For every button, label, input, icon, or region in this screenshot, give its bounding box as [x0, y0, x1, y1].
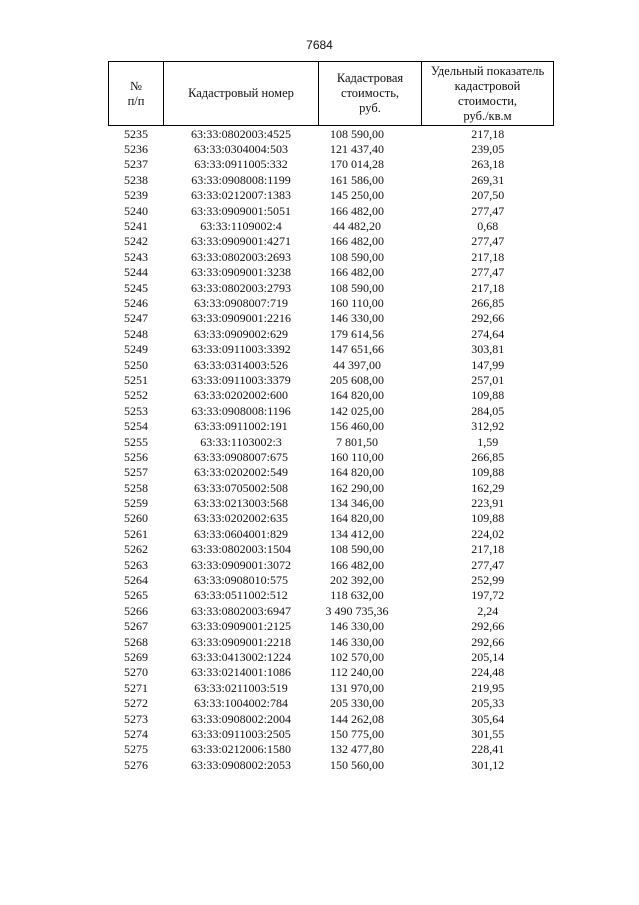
table-row — [109, 126, 554, 142]
table-row — [109, 665, 554, 680]
cell-cadastral-number: 63:33:0909001:4271 — [190, 234, 291, 249]
cell-row-number: 5243 — [124, 249, 148, 264]
table-row — [109, 557, 554, 572]
cell-cadastral-value: 108 590,00 — [330, 126, 384, 141]
cell-row-number: 5250 — [124, 357, 148, 372]
cell-row-number: 5254 — [124, 419, 148, 434]
cell-row-number: 5239 — [124, 188, 148, 203]
cell-cadastral-number: 63:33:0202002:635 — [193, 511, 288, 526]
table-row — [109, 141, 554, 156]
cell-row-number: 5262 — [124, 542, 148, 557]
cell-cadastral-value: 44 482,20 — [333, 219, 381, 234]
cell-specific-value: 239,05 — [471, 142, 505, 157]
cell-row-number: 5235 — [124, 126, 148, 141]
cell-specific-value: 162,29 — [471, 480, 505, 495]
table-row — [109, 449, 554, 464]
table-row — [109, 403, 554, 418]
table-row — [109, 572, 554, 587]
cell-specific-value: 217,18 — [471, 126, 505, 141]
cell-row-number: 5245 — [124, 280, 148, 295]
cell-cadastral-number: 63:33:0909001:2216 — [190, 311, 291, 326]
table-row — [109, 188, 554, 203]
table-row — [109, 234, 554, 249]
table-row — [109, 619, 554, 634]
cell-row-number: 5237 — [124, 157, 148, 172]
cell-cadastral-value: 166 482,00 — [330, 234, 384, 249]
cell-specific-value: 305,64 — [471, 711, 505, 726]
cell-specific-value: 277,47 — [471, 234, 505, 249]
table-row — [109, 480, 554, 495]
cell-specific-value: 301,12 — [471, 757, 505, 772]
cell-specific-value: 303,81 — [471, 342, 505, 357]
cell-cadastral-number: 63:33:0213003:568 — [193, 496, 288, 511]
cell-cadastral-value: 170 014,28 — [330, 157, 384, 172]
cell-specific-value: 197,72 — [471, 588, 505, 603]
cell-specific-value: 224,48 — [471, 665, 505, 680]
cell-specific-value: 217,18 — [471, 542, 505, 557]
table-row — [109, 680, 554, 695]
table-row — [109, 603, 554, 618]
cell-cadastral-value: 160 110,00 — [330, 449, 384, 464]
cell-row-number: 5271 — [124, 680, 148, 695]
cell-cadastral-number: 63:33:0202002:600 — [193, 388, 288, 403]
table-row — [109, 311, 554, 326]
cell-row-number: 5247 — [124, 311, 148, 326]
cell-cadastral-value: 147 651,66 — [330, 342, 384, 357]
cell-specific-value: 0,68 — [477, 219, 499, 234]
table-row — [109, 203, 554, 218]
cell-cadastral-number: 63:33:0214001:1086 — [190, 665, 291, 680]
cell-row-number: 5242 — [124, 234, 148, 249]
cell-cadastral-value: 164 820,00 — [330, 388, 384, 403]
cell-cadastral-number: 63:33:0314003:526 — [193, 357, 288, 372]
cell-cadastral-value: 142 025,00 — [330, 403, 384, 418]
cell-cadastral-number: 63:33:0511002:512 — [194, 588, 288, 603]
cell-cadastral-number: 63:33:0909001:2218 — [190, 634, 291, 649]
table-row — [109, 742, 554, 757]
cell-cadastral-value: 144 262,08 — [330, 711, 384, 726]
cell-cadastral-value: 166 482,00 — [330, 265, 384, 280]
table-row — [109, 218, 554, 233]
cell-specific-value: 269,31 — [471, 172, 505, 187]
cell-specific-value: 147,99 — [471, 357, 505, 372]
cell-cadastral-number: 63:33:0908007:719 — [193, 295, 288, 310]
cell-cadastral-value: 161 586,00 — [330, 172, 384, 187]
cell-cadastral-number: 63:33:0911002:191 — [194, 419, 288, 434]
cell-specific-value: 252,99 — [471, 573, 505, 588]
cell-specific-value: 205,14 — [471, 649, 505, 664]
cell-cadastral-number: 63:33:0908002:2004 — [190, 711, 291, 726]
cell-row-number: 5266 — [124, 603, 148, 618]
table-row — [109, 434, 554, 449]
cell-cadastral-value: 150 560,00 — [330, 757, 384, 772]
cell-cadastral-value: 146 330,00 — [330, 634, 384, 649]
cell-specific-value: 284,05 — [471, 403, 505, 418]
table-row — [109, 280, 554, 295]
cell-row-number: 5257 — [124, 465, 148, 480]
cadastral-value-table — [108, 61, 554, 772]
cell-specific-value: 292,66 — [471, 619, 505, 634]
cell-specific-value: 109,88 — [471, 465, 505, 480]
cell-cadastral-value: 121 437,40 — [330, 142, 384, 157]
cell-cadastral-number: 63:33:0802003:2693 — [190, 249, 291, 264]
cell-row-number: 5263 — [124, 557, 148, 572]
table-row — [109, 726, 554, 741]
cell-cadastral-value: 7 801,50 — [336, 434, 378, 449]
cell-row-number: 5275 — [124, 742, 148, 757]
cell-specific-value: 223,91 — [471, 496, 505, 511]
cell-row-number: 5274 — [124, 726, 148, 741]
cell-cadastral-value: 108 590,00 — [330, 542, 384, 557]
cell-cadastral-number: 63:33:0802003:1504 — [190, 542, 291, 557]
cell-specific-value: 228,41 — [471, 742, 505, 757]
table-body — [109, 126, 554, 773]
cell-cadastral-value: 164 820,00 — [330, 511, 384, 526]
cell-specific-value: 301,55 — [471, 726, 505, 741]
table-row — [109, 249, 554, 264]
cell-specific-value: 292,66 — [471, 311, 505, 326]
cell-row-number: 5260 — [124, 511, 148, 526]
cell-specific-value: 109,88 — [471, 511, 505, 526]
cell-row-number: 5236 — [124, 142, 148, 157]
cell-row-number: 5256 — [124, 449, 148, 464]
cell-cadastral-value: 202 392,00 — [330, 573, 384, 588]
cell-cadastral-value: 146 330,00 — [330, 311, 384, 326]
cell-cadastral-number: 63:33:0908002:2053 — [190, 757, 291, 772]
cell-row-number: 5253 — [124, 403, 148, 418]
table-row — [109, 526, 554, 541]
cell-row-number: 5248 — [124, 326, 148, 341]
cell-cadastral-number: 63:33:0211003:519 — [194, 680, 288, 695]
cell-cadastral-number: 63:33:0908010:575 — [193, 573, 288, 588]
header-row-number: № п/п — [109, 62, 164, 126]
cell-cadastral-number: 63:33:0908008:1196 — [191, 403, 291, 418]
table-row — [109, 341, 554, 356]
cell-cadastral-number: 63:33:0604001:829 — [193, 526, 288, 541]
cell-cadastral-number: 63:33:0304004:503 — [193, 142, 288, 157]
page-number: 7684 — [306, 38, 333, 52]
cell-cadastral-number: 63:33:0202002:549 — [193, 465, 288, 480]
cell-specific-value: 219,95 — [471, 680, 505, 695]
cell-cadastral-number: 63:33:0802003:6947 — [190, 603, 291, 618]
cell-specific-value: 274,64 — [471, 326, 505, 341]
cell-cadastral-value: 132 477,80 — [330, 742, 384, 757]
cell-specific-value: 2,24 — [477, 603, 499, 618]
table-row — [109, 388, 554, 403]
cell-row-number: 5244 — [124, 265, 148, 280]
cell-cadastral-value: 44 397,00 — [333, 357, 381, 372]
cell-cadastral-value: 156 460,00 — [330, 419, 384, 434]
cell-specific-value: 277,47 — [471, 203, 505, 218]
cell-cadastral-value: 164 820,00 — [330, 465, 384, 480]
cell-cadastral-number: 63:33:0705002:508 — [193, 480, 288, 495]
cell-cadastral-value: 179 614,56 — [330, 326, 384, 341]
cell-specific-value: 217,18 — [471, 280, 505, 295]
table-row — [109, 172, 554, 187]
cell-specific-value: 207,50 — [471, 188, 505, 203]
table-row — [109, 326, 554, 341]
table-row — [109, 695, 554, 710]
table-row — [109, 295, 554, 310]
cell-cadastral-number: 63:33:0911005:332 — [194, 157, 288, 172]
cell-cadastral-number: 63:33:1109002:4 — [200, 219, 282, 234]
cell-cadastral-value: 205 330,00 — [330, 696, 384, 711]
cell-cadastral-value: 112 240,00 — [330, 665, 384, 680]
cell-cadastral-value: 102 570,00 — [330, 649, 384, 664]
cell-row-number: 5258 — [124, 480, 148, 495]
cell-cadastral-number: 63:33:1103002:3 — [200, 434, 282, 449]
cell-specific-value: 312,92 — [471, 419, 505, 434]
cell-specific-value: 224,02 — [471, 526, 505, 541]
table-row — [109, 357, 554, 372]
table-row — [109, 511, 554, 526]
cell-row-number: 5246 — [124, 295, 148, 310]
cell-cadastral-value: 108 590,00 — [330, 249, 384, 264]
cell-row-number: 5265 — [124, 588, 148, 603]
cell-cadastral-number: 63:33:0911003:3379 — [191, 372, 291, 387]
cell-specific-value: 1,59 — [477, 434, 499, 449]
cell-specific-value: 266,85 — [471, 295, 505, 310]
cell-cadastral-number: 63:33:0802003:2793 — [190, 280, 291, 295]
cell-specific-value: 217,18 — [471, 249, 505, 264]
cell-specific-value: 263,18 — [471, 157, 505, 172]
header-cadastral-value: Кадастровая стоимость, руб. — [319, 62, 422, 126]
cell-row-number: 5273 — [124, 711, 148, 726]
cell-row-number: 5270 — [124, 665, 148, 680]
cell-specific-value: 277,47 — [471, 557, 505, 572]
cell-row-number: 5238 — [124, 172, 148, 187]
table-row — [109, 711, 554, 726]
cell-row-number: 5251 — [124, 372, 148, 387]
cell-specific-value: 266,85 — [471, 449, 505, 464]
cell-cadastral-number: 63:33:0212007:1383 — [190, 188, 291, 203]
cell-cadastral-number: 63:33:0908008:1199 — [191, 172, 291, 187]
cell-cadastral-value: 162 290,00 — [330, 480, 384, 495]
cell-cadastral-number: 63:33:0413002:1224 — [190, 649, 291, 664]
cell-cadastral-value: 108 590,00 — [330, 280, 384, 295]
cell-row-number: 5240 — [124, 203, 148, 218]
cell-cadastral-number: 63:33:0909001:5051 — [190, 203, 291, 218]
cell-cadastral-number: 63:33:0909001:3238 — [190, 265, 291, 280]
cell-row-number: 5241 — [124, 219, 148, 234]
table-row — [109, 495, 554, 510]
cell-cadastral-value: 118 632,00 — [330, 588, 384, 603]
cell-row-number: 5259 — [124, 496, 148, 511]
cell-cadastral-number: 63:33:0909001:2125 — [190, 619, 291, 634]
table-row — [109, 634, 554, 649]
cell-cadastral-value: 166 482,00 — [330, 203, 384, 218]
cell-specific-value: 109,88 — [471, 388, 505, 403]
header-row — [109, 62, 554, 126]
table-row — [109, 588, 554, 603]
cell-specific-value: 205,33 — [471, 696, 505, 711]
cell-specific-value: 257,01 — [471, 372, 505, 387]
cell-cadastral-value: 146 330,00 — [330, 619, 384, 634]
cell-cadastral-value: 205 608,00 — [330, 372, 384, 387]
table-row — [109, 465, 554, 480]
cell-cadastral-number: 63:33:1004002:784 — [193, 696, 288, 711]
cell-cadastral-value: 166 482,00 — [330, 557, 384, 572]
table-row — [109, 649, 554, 664]
cell-cadastral-number: 63:33:0908007:675 — [193, 449, 288, 464]
cell-cadastral-value: 134 412,00 — [330, 526, 384, 541]
table-row — [109, 372, 554, 387]
cell-row-number: 5261 — [124, 526, 148, 541]
cell-row-number: 5255 — [124, 434, 148, 449]
cell-cadastral-number: 63:33:0212006:1580 — [190, 742, 291, 757]
cell-cadastral-number: 63:33:0911003:3392 — [191, 342, 291, 357]
cell-row-number: 5276 — [124, 757, 148, 772]
table-header — [109, 62, 554, 126]
cell-cadastral-number: 63:33:0911003:2505 — [191, 726, 291, 741]
cell-row-number: 5252 — [124, 388, 148, 403]
table-row — [109, 757, 554, 772]
cell-row-number: 5269 — [124, 649, 148, 664]
cell-cadastral-value: 145 250,00 — [330, 188, 384, 203]
table-row — [109, 542, 554, 557]
cell-cadastral-value: 3 490 735,36 — [325, 603, 389, 618]
cell-cadastral-value: 131 970,00 — [330, 680, 384, 695]
cell-cadastral-value: 150 775,00 — [330, 726, 384, 741]
cell-specific-value: 292,66 — [471, 634, 505, 649]
cell-cadastral-number: 63:33:0909002:629 — [193, 326, 288, 341]
table-row — [109, 265, 554, 280]
cell-cadastral-value: 134 346,00 — [330, 496, 384, 511]
header-cadastral-number: Кадастровый номер — [164, 62, 319, 126]
table-row — [109, 157, 554, 172]
cell-cadastral-number: 63:33:0909001:3072 — [190, 557, 291, 572]
cell-row-number: 5264 — [124, 573, 148, 588]
cell-cadastral-value: 160 110,00 — [330, 295, 384, 310]
cell-cadastral-number: 63:33:0802003:4525 — [190, 126, 291, 141]
table-row — [109, 418, 554, 433]
cell-row-number: 5249 — [124, 342, 148, 357]
cell-specific-value: 277,47 — [471, 265, 505, 280]
cell-row-number: 5267 — [124, 619, 148, 634]
cell-row-number: 5268 — [124, 634, 148, 649]
header-specific-value: Удельный показатель кадастровой стоимости, руб./кв.м — [422, 62, 554, 126]
cell-row-number: 5272 — [124, 696, 148, 711]
